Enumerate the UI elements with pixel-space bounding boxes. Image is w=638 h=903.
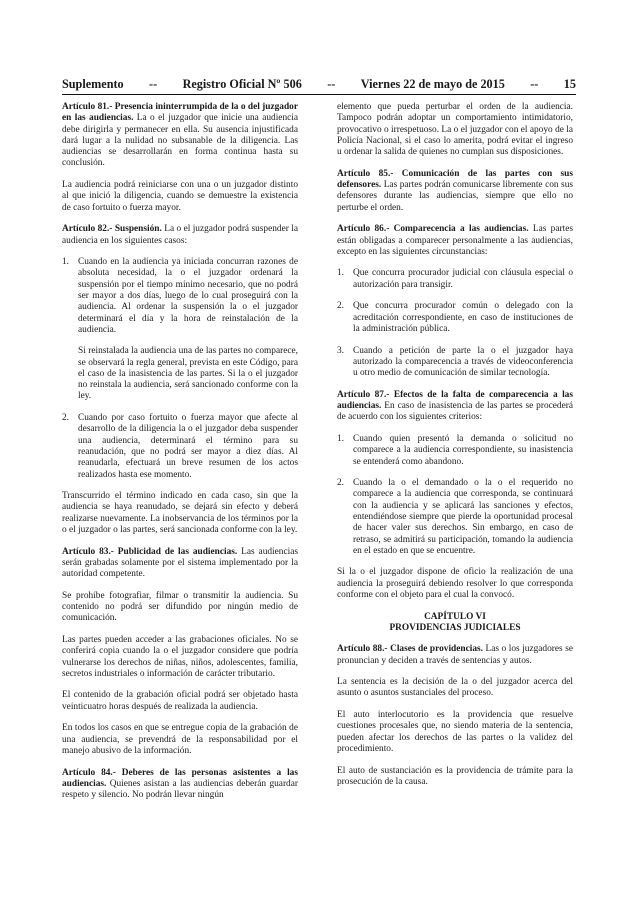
list-number: 2. [62, 413, 70, 424]
article-83 [62, 547, 298, 581]
list-number: 1. [337, 268, 345, 279]
article-82 [62, 224, 298, 247]
paragraph: Se prohíbe fotografiar, filmar o transmitir la audiencia. Su contenido no podrá ser difundido por ningún medio de comunicación. [62, 590, 298, 624]
list-item [337, 301, 573, 335]
page-header [62, 77, 576, 92]
paragraph: La sentencia es la decisión de la o del juzgador acerca del asunto o asuntos sustanciales del proceso. [337, 677, 573, 699]
list-text: Que concurra procurador común o delegado con la acreditación correspondiente, en caso de instituciones de la administración pública. [353, 301, 573, 334]
list-text: Cuando por caso fortuito o fuerza mayor que afecte al desarrollo de la diligencia la o el juzgador deba suspender una audiencia, determinará el término para su reanudación, que no podrá ser mayor a diez días. Al reanudarla, efectuará un breve resumen de los actos realizados hasta ese momento. [78, 413, 298, 480]
article-heading: Artículo 86.- Comparecencia a las audiencias. [337, 224, 529, 235]
article-heading: Artículo 83.- Publicidad de las audiencias. [62, 546, 238, 557]
article-82-list [62, 257, 298, 481]
list-number: 2. [337, 478, 345, 489]
list-number: 1. [62, 257, 70, 268]
paragraph: El auto interlocutorio es la providencia que resuelve cuestiones procesales que, no siendo materia de la sentencia, pueden afectar los derechos de las partes o la validez del procedimiento. [337, 710, 573, 754]
article-heading: Artículo 87.- Efectos de la falta de comparecencia a las audiencias. [337, 389, 573, 412]
list-subparagraph: Si reinstalada la audiencia una de las partes no comparece, se observará la regla general, prevista en este Código, para el caso de la inasistencia de las partes. Si la o el juzgador no reinstala la audiencia, será sancionado conforme con la ley. [78, 346, 298, 402]
list-item [337, 478, 573, 557]
list-number: 2. [337, 301, 345, 312]
paragraph: La audiencia podrá reiniciarse con una o un juzgador distinto al que inició la diligencia, cuando se demuestre la existencia de caso fortuito o fuerza mayor. [62, 180, 298, 213]
article-text: Las audiencias serán grabadas solamente por el sistema implementado por la autoridad competente. [62, 546, 298, 580]
article-text: Las partes podrán comunicarse libremente con sus defensores durante las audiencias, siempre que ello no perturbe el orden. [337, 180, 573, 213]
paragraph: elemento que pueda perturbar el orden de la audiencia. Tampoco podrán adoptar un comportamiento intimidatorio, provocativo o irrespetuoso. La o el juzgador con el apoyo de la Policía Nacional, si el caso lo amerita, podrá evitar el ingreso u ordenar la salida de quienes no cumplan sus disposiciones. [337, 102, 573, 158]
chapter-heading [337, 612, 573, 635]
article-text: La o el juzgador que inicie una audiencia debe dirigirla y permanecer en ella. Su ausencia injustificada dará lugar a la nulidad no subsanable de la diligencia. Las audiencias se desarrollarán en forma continua hasta su conclusión. [62, 113, 299, 169]
header-publication: Registro Oficial Nº 506 [182, 77, 302, 91]
article-text: Quienes asistan a las audiencias deberán guardar respeto y silencio. No podrán llevar ningún [62, 778, 298, 801]
article-text: Las o los juzgadores se pronuncian y deciden a través de sentencias y autos. [337, 644, 573, 666]
header-separator: -- [149, 77, 158, 91]
article-text: La o el juzgador podrá suspender la audiencia en los siguientes casos: [62, 224, 298, 246]
article-text: En caso de inasistencia de las partes se procederá de acuerdo con los siguientes criterios: [337, 401, 573, 423]
header-supplement: Suplemento [62, 77, 124, 91]
list-number: 1. [337, 433, 345, 444]
chapter-number: CAPÍTULO VI [424, 611, 486, 622]
list-number: 3. [337, 345, 345, 356]
list-text: Que concurra procurador judicial con cláusula especial o autorización para transigir. [353, 268, 573, 290]
list-item [62, 413, 298, 481]
header-separator: -- [530, 77, 539, 91]
list-item [337, 434, 573, 468]
paragraph: El auto de sustanciación es la providencia de trámite para la prosecución de la causa. [337, 765, 573, 787]
article-87-list [337, 434, 573, 557]
list-item [62, 257, 298, 403]
list-text: Cuando a petición de parte la o el juzgador haya autorizado la comparecencia a través de videoconferencia u otro medio de comunicación de similar tecnología. [353, 345, 573, 379]
article-88 [337, 644, 573, 667]
paragraph: En todos los casos en que se entregue copia de la grabación de una audiencia, se prevendrá de la responsabilidad por el manejo abusivo de la información. [62, 723, 298, 756]
article-heading: Artículo 82.- Suspensión. [62, 224, 162, 235]
header-date: Viernes 22 de mayo de 2015 [360, 77, 505, 91]
article-heading: Artículo 84.- Deberes de las personas asistentes a las audiencias. [62, 767, 298, 789]
article-87 [337, 390, 573, 424]
article-heading: Artículo 88.- Clases de providencias. [337, 644, 483, 655]
list-item [337, 346, 573, 380]
header-page-number: 15 [563, 77, 576, 91]
paragraph: Las partes pueden acceder a las grabaciones oficiales. No se conferirá copia cuando la o el juzgador considere que podría vulnerarse los derechos de niñas, niños, adolescentes, familia, secretos industriales o información de carácter tributario. [62, 634, 298, 679]
paragraph: El contenido de la grabación oficial podrá ser objetado hasta veinticuatro horas después de realizada la audiencia. [62, 690, 298, 712]
header-separator: -- [327, 77, 336, 91]
right-column [337, 102, 573, 798]
article-81 [62, 102, 298, 170]
paragraph: Transcurrido el término indicado en cada caso, sin que la audiencia se haya reanudado, se dejará sin efecto y deberá realizarse nuevamente. La inobservancia de los términos por la o el juzgador o las partes, será sancionada conforme con la ley. [62, 491, 298, 535]
article-86-list [337, 268, 573, 379]
left-column [62, 102, 298, 812]
list-text: Cuando quien presentó la demanda o solicitud no comparece a la audiencia correspondiente, su inasistencia se entenderá como abandono. [353, 433, 573, 467]
article-86 [337, 224, 573, 258]
list-text: Cuando la o el demandado o la o el requerido no comparece a la audiencia que corresponda, se continuará con la audiencia y se aplicará las sanciones y efectos, entendiéndose siempre que pierde la oportunidad procesal de hacer valer sus derechos. Sin embargo, en caso de retraso, se admitirá su participación, tomando la audiencia en el estado en que se encuentre. [353, 478, 573, 556]
chapter-title: PROVIDENCIAS JUDICIALES [389, 622, 521, 633]
article-heading: Artículo 81.- Presencia ininterrumpida de la o del juzgador en las audiencias. [62, 102, 298, 124]
paragraph: Si la o el juzgador dispone de oficio la realización de una audiencia la proseguirá debiendo resolver lo que corresponda conforme con el objeto para el cual la convocó. [337, 567, 573, 601]
article-84 [62, 768, 298, 802]
list-item [337, 268, 573, 291]
article-heading: Artículo 85.- Comunicación de las partes con sus defensores. [337, 168, 573, 191]
list-text: Cuando en la audiencia ya iniciada concurran razones de absoluta necesidad, la o el juzgador ordenará la suspensión por el tiempo mínimo necesario, que no podrá ser mayor a dos días, luego de lo cual proseguirá con la audiencia. Al ordenar la suspensión la o el juzgador determinará el día y la hora de reinstalación de la audiencia. [78, 257, 298, 335]
article-text: Las partes están obligadas a comparecer personalmente a las audiencias, excepto en las siguientes circunstancias: [337, 224, 573, 257]
header-rule [62, 94, 576, 95]
article-85 [337, 169, 573, 214]
